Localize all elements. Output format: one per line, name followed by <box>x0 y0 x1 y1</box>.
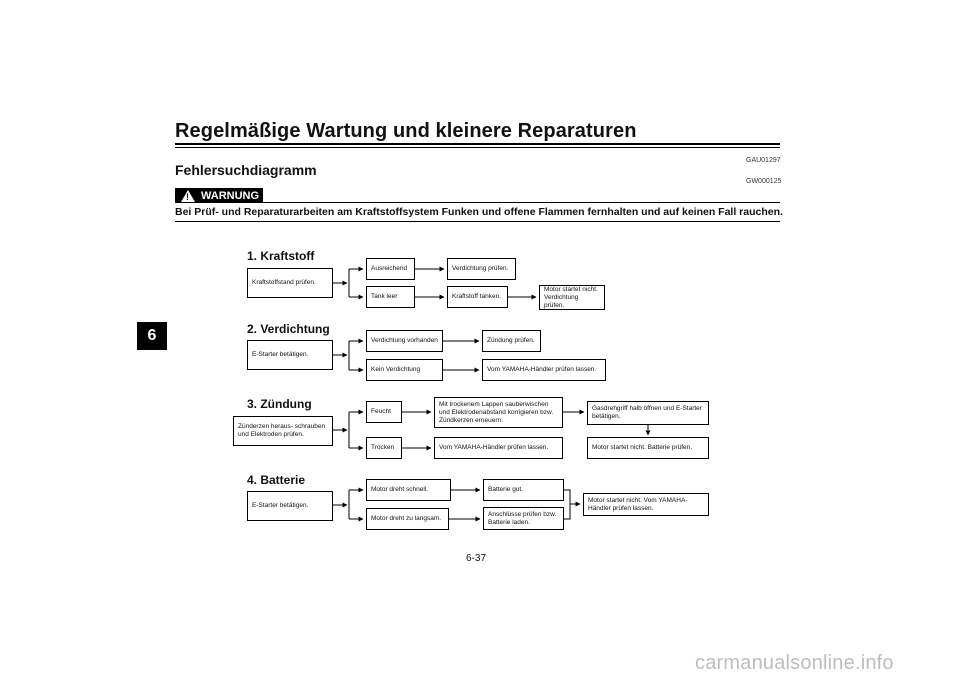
group-title-zuendung: 3. Zündung <box>247 397 312 411</box>
box-zuendung-a-action: Mit trockenem Lappen sauberwischen und Elektrodenabstand korrigieren bzw. Zündkerzen erneuern. <box>434 397 563 428</box>
box-kraftstoff-a: Ausreichend <box>366 258 415 280</box>
box-kraftstoff-b: Tank leer <box>366 286 415 308</box>
box-verdichtung-b-action: Vom YAMAHA-Händler prüfen lassen. <box>482 359 606 381</box>
box-verdichtung-start: E-Starter betätigen. <box>247 340 333 370</box>
chapter-tab: 6 <box>137 322 167 350</box>
box-zuendung-a-result: Motor startet nicht. Batterie prüfen. <box>587 437 709 459</box>
box-zuendung-start: Zünderzen heraus- schrauben und Elektroden prüfen. <box>233 416 333 446</box>
box-verdichtung-a: Verdichtung vorhanden <box>366 330 443 352</box>
page-header-title: Regelmäßige Wartung und kleinere Reparaturen <box>175 120 637 142</box>
warning-text: Bei Prüf- und Reparaturarbeiten am Kraftstoffsystem Funken und offene Flammen fernhalten und auf keinen Fall rauchen. <box>175 206 783 218</box>
group-title-kraftstoff: 1. Kraftstoff <box>247 249 315 263</box>
box-kraftstoff-a-action: Verdichtung prüfen. <box>447 258 516 280</box>
box-batterie-a-action: Batterie gut. <box>483 479 564 501</box>
box-batterie-a: Motor dreht schnell. <box>366 479 451 501</box>
warning-triangle-icon: ! <box>181 190 195 202</box>
box-batterie-b: Motor dreht zu langsam. <box>366 508 449 530</box>
box-batterie-b-action: Anschlüsse prüfen bzw. Batterie laden. <box>483 507 564 530</box>
box-batterie-start: E-Starter betätigen. <box>247 491 333 521</box>
box-kraftstoff-b-result: Motor startet nicht. Verdichtung prüfen. <box>539 285 605 310</box>
page-number: 6-37 <box>466 553 487 564</box>
group-title-batterie: 4. Batterie <box>247 473 306 487</box>
box-kraftstoff-start: Kraftstoffstand prüfen. <box>247 268 333 298</box>
box-verdichtung-b: Kein Verdichtung <box>366 359 443 381</box>
watermark: carmanualsonline.info <box>695 652 894 674</box>
section-title: Fehlersuchdiagramm <box>175 162 317 178</box>
box-verdichtung-a-action: Zündung prüfen. <box>482 330 541 352</box>
group-title-verdichtung: 2. Verdichtung <box>247 322 330 336</box>
section-code: GAU01297 <box>746 157 781 164</box>
box-zuendung-b: Trocken <box>366 437 402 459</box>
warning-code: GW000125 <box>746 178 782 185</box>
box-kraftstoff-b-action: Kraftstoff tanken. <box>447 286 508 308</box>
box-zuendung-a: Feucht <box>366 401 402 423</box>
box-zuendung-b-action: Vom YAMAHA-Händler prüfen lassen. <box>434 437 563 459</box>
warning-label: WARNUNG <box>201 189 260 202</box>
box-zuendung-a-next: Gasdrehgriff halb öffnen und E-Starter betätigen. <box>587 401 709 425</box>
box-batterie-result: Motor startet nicht. Vom YAMAHA-Händler prüfen lassen. <box>583 493 709 516</box>
